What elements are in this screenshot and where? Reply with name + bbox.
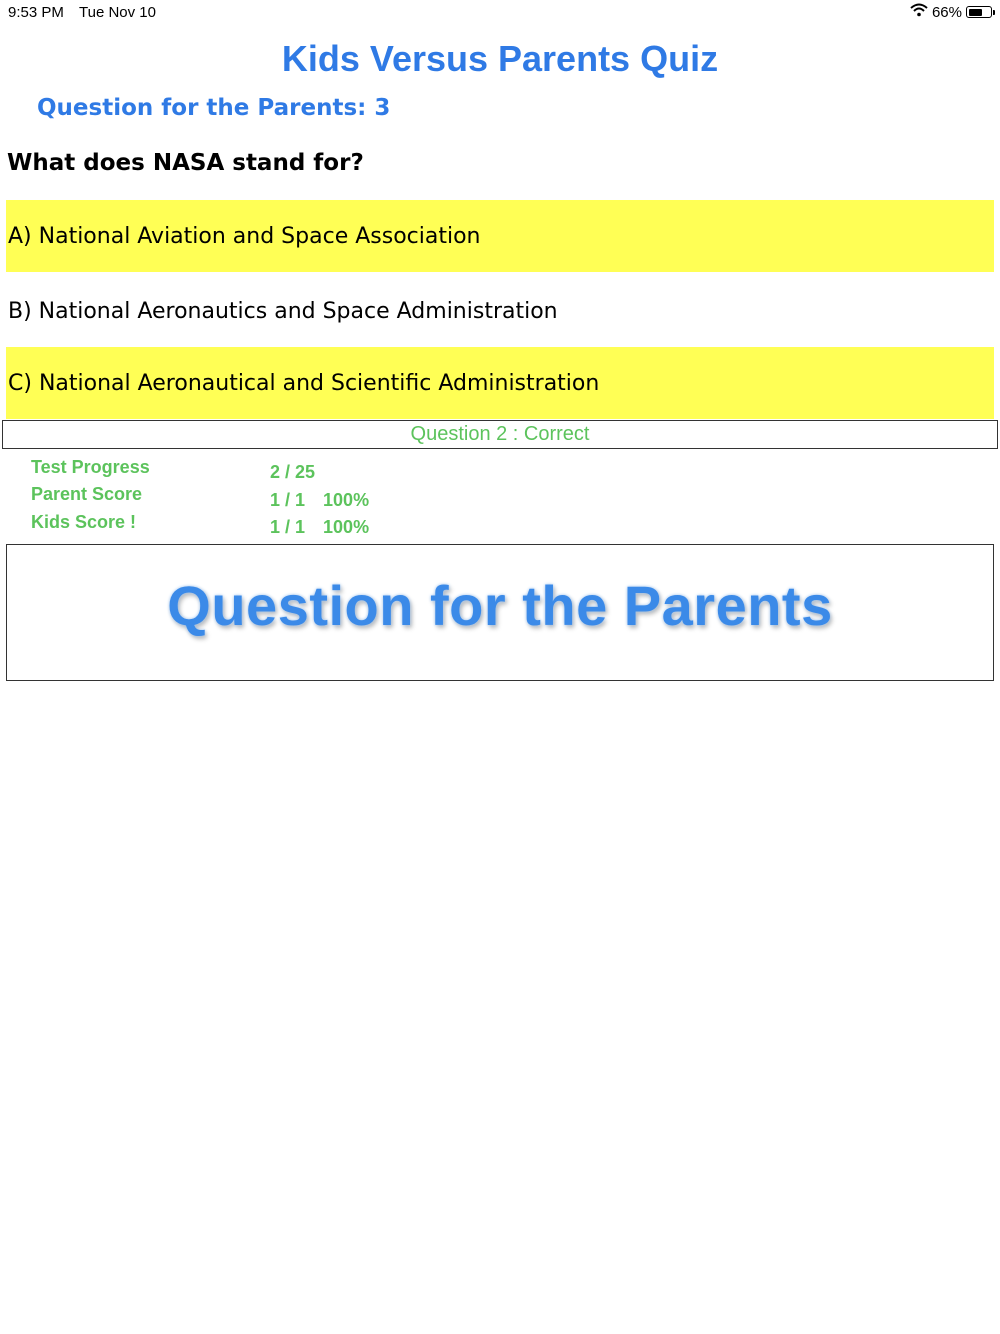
answer-option-a-label: A) National Aviation and Space Association [8, 223, 481, 249]
answer-option-c-label: C) National Aeronautical and Scientific Administration [8, 370, 600, 396]
answer-option-a[interactable] [6, 200, 994, 272]
kids-score-count: 1 / 1 [270, 517, 306, 537]
kids-score-value [270, 517, 369, 538]
kids-score-percent: 100% [323, 517, 370, 537]
result-message: Question 2 : Correct [2, 420, 998, 449]
parent-score-count: 1 / 1 [270, 490, 306, 510]
turn-banner-text: Question for the Parents [167, 574, 833, 637]
question-heading: Question for the Parents: 3 [37, 95, 391, 121]
status-date: Tue Nov 10 [79, 4, 156, 21]
answer-option-b[interactable] [6, 276, 994, 346]
kids-score-label: Kids Score ! [31, 512, 137, 532]
test-progress-count: 2 / 25 [270, 462, 316, 482]
status-time: 9:53 PM [8, 4, 64, 21]
answer-option-b-label: B) National Aeronautics and Space Administration [8, 298, 558, 324]
battery-icon [966, 6, 992, 18]
battery-percent: 66% [931, 3, 962, 21]
answer-option-c[interactable] [6, 347, 994, 419]
status-bar [0, 0, 1000, 24]
question-text: What does NASA stand for? [7, 150, 364, 176]
parent-score-value [270, 490, 369, 511]
test-progress-label: Test Progress [31, 457, 150, 477]
status-right [910, 3, 992, 21]
turn-banner [6, 544, 994, 681]
app-title: Kids Versus Parents Quiz [281, 38, 719, 79]
wifi-icon [910, 3, 928, 21]
parent-score-percent: 100% [323, 490, 370, 510]
test-progress-value [270, 462, 315, 483]
parent-score-label: Parent Score [31, 484, 143, 504]
